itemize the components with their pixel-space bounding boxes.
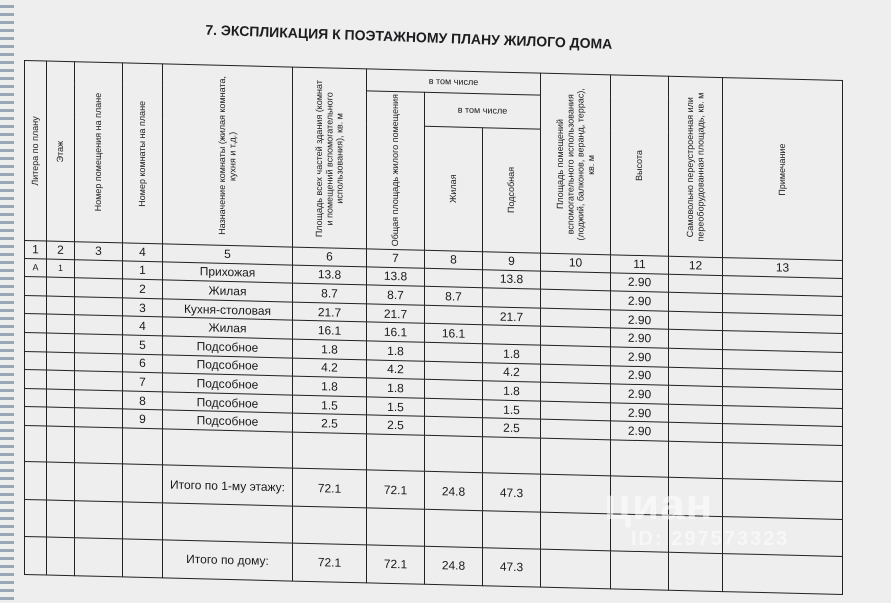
total-area-cell: 1.8 xyxy=(367,378,425,398)
col-num: 12 xyxy=(669,256,723,275)
room-name-cell: Кухня-столовая xyxy=(163,299,293,321)
floor-cell xyxy=(47,389,75,408)
header-group-including: в том числе xyxy=(367,69,541,95)
premises-cell xyxy=(75,371,123,391)
header-living: Жилая xyxy=(425,126,483,252)
floor-total-label: Итого по 1-му этажу: xyxy=(163,465,293,506)
room-number-cell: 1 xyxy=(123,261,163,281)
aux-area-cell: 1.8 xyxy=(483,381,541,401)
area-cell: 16.1 xyxy=(293,321,367,341)
header-note: Примечание xyxy=(723,78,843,261)
aux-area-cell xyxy=(483,288,541,308)
living-area-cell xyxy=(425,380,483,400)
litera-cell xyxy=(25,370,47,389)
house-total-total: 72.1 xyxy=(367,544,425,584)
height-cell: 2.90 xyxy=(611,384,669,404)
col-num: 6 xyxy=(293,247,367,266)
header-height: Высота xyxy=(611,75,669,257)
house-total-living: 24.8 xyxy=(425,546,483,586)
header-auxiliary-area: Площадь помещений вспомогательного использования (лоджий, балконов, веранд, террас), кв. м xyxy=(541,73,611,255)
unauthorized-cell xyxy=(669,311,723,331)
aux-area-cell: 1.5 xyxy=(483,400,541,420)
col-num: 1 xyxy=(25,241,47,259)
header-room-number: Номер комнаты на плане xyxy=(123,63,163,244)
premises-cell xyxy=(75,259,123,279)
col-num: 13 xyxy=(723,258,843,278)
balcony-area-cell xyxy=(541,327,611,347)
total-area-cell: 4.2 xyxy=(367,360,425,380)
area-cell: 1.8 xyxy=(293,339,367,359)
col-num: 5 xyxy=(163,244,293,265)
balcony-area-cell xyxy=(541,345,611,365)
col-num: 11 xyxy=(611,255,669,274)
balcony-area-cell xyxy=(541,382,611,402)
room-number-cell: 4 xyxy=(123,316,163,336)
litera-cell: А xyxy=(25,258,47,277)
house-total-aux: 47.3 xyxy=(483,547,541,587)
room-name-cell: Подсобное xyxy=(163,410,293,432)
living-area-cell: 8.7 xyxy=(425,287,483,307)
area-cell: 13.8 xyxy=(293,265,367,285)
floor-cell xyxy=(47,333,75,352)
height-cell: 2.90 xyxy=(611,328,669,348)
col-num: 8 xyxy=(425,250,483,269)
header-total-living-area: Общая площадь жилого помещения xyxy=(367,91,425,251)
aux-area-cell: 1.8 xyxy=(483,344,541,364)
col-num: 4 xyxy=(123,243,163,262)
room-name-cell: Жилая xyxy=(163,317,293,339)
total-area-cell: 1.5 xyxy=(367,397,425,417)
room-name-cell: Подсобное xyxy=(163,336,293,358)
litera-cell xyxy=(25,333,47,352)
area-cell: 1.5 xyxy=(293,395,367,415)
area-cell: 21.7 xyxy=(293,302,367,322)
area-cell: 2.5 xyxy=(293,413,367,433)
living-area-cell xyxy=(425,417,483,437)
floor-cell xyxy=(47,315,75,334)
height-cell: 2.90 xyxy=(611,365,669,385)
unauthorized-cell xyxy=(669,330,723,350)
litera-cell xyxy=(25,351,47,370)
document-title: 7. ЭКСПЛИКАЦИЯ К ПОЭТАЖНОМУ ПЛАНУ ЖИЛОГО ДОМА xyxy=(205,21,613,52)
room-name-cell: Жилая xyxy=(163,280,293,302)
living-area-cell xyxy=(425,342,483,362)
header-premises-number: Номер помещения на плане xyxy=(75,62,123,243)
premises-cell xyxy=(75,297,123,317)
height-cell: 2.90 xyxy=(611,403,669,423)
premises-cell xyxy=(75,390,123,410)
room-number-cell: 8 xyxy=(123,391,163,411)
room-number-cell: 5 xyxy=(123,335,163,355)
total-area-cell: 21.7 xyxy=(367,304,425,324)
floor-cell xyxy=(47,277,75,296)
house-total-label: Итого по дому: xyxy=(163,539,293,581)
room-name-cell: Подсобное xyxy=(163,392,293,414)
area-cell: 4.2 xyxy=(293,358,367,378)
balcony-area-cell xyxy=(541,420,611,440)
unauthorized-cell xyxy=(669,423,723,443)
aux-area-cell: 4.2 xyxy=(483,362,541,382)
total-area-cell: 8.7 xyxy=(367,285,425,305)
unauthorized-cell xyxy=(669,274,723,294)
floor-total-aux: 47.3 xyxy=(483,473,541,513)
balcony-area-cell xyxy=(541,364,611,384)
balcony-area-cell xyxy=(541,401,611,421)
unauthorized-cell xyxy=(669,404,723,424)
col-num: 10 xyxy=(541,253,611,272)
floor-total-area: 72.1 xyxy=(293,468,367,508)
floor-total-total: 72.1 xyxy=(367,470,425,510)
watermark-id: ID: 297573323 xyxy=(631,528,790,550)
premises-cell xyxy=(75,408,123,428)
litera-cell xyxy=(25,295,47,314)
aux-area-cell: 13.8 xyxy=(483,269,541,289)
document-page xyxy=(14,0,891,603)
floor-cell xyxy=(47,407,75,426)
aux-area-cell xyxy=(483,325,541,345)
aux-area-cell: 2.5 xyxy=(483,418,541,438)
total-area-cell: 1.8 xyxy=(367,341,425,361)
header-auxiliary: Подсобная xyxy=(483,127,541,253)
living-area-cell xyxy=(425,268,483,288)
floor-total-living: 24.8 xyxy=(425,471,483,511)
room-number-cell: 3 xyxy=(123,298,163,318)
cian-watermark: циан xyxy=(604,480,714,529)
total-area-cell: 2.5 xyxy=(367,415,425,435)
binder-holes xyxy=(0,0,14,603)
unauthorized-cell xyxy=(669,386,723,406)
living-area-cell xyxy=(425,305,483,325)
room-number-cell: 6 xyxy=(123,354,163,374)
col-num: 7 xyxy=(367,249,425,268)
room-name-cell: Прихожая xyxy=(163,262,293,284)
total-area-cell: 13.8 xyxy=(367,267,425,287)
header-subgroup-including: в том числе xyxy=(425,92,541,129)
floor-cell xyxy=(47,296,75,315)
header-unauthorized-area: Самовольно переустроенная или переоборудованная площадь, кв. м xyxy=(669,76,723,257)
living-area-cell: 16.1 xyxy=(425,324,483,344)
premises-cell xyxy=(75,315,123,335)
height-cell: 2.90 xyxy=(611,347,669,367)
litera-cell xyxy=(25,277,47,296)
litera-cell xyxy=(25,407,47,426)
balcony-area-cell xyxy=(541,289,611,309)
living-area-cell xyxy=(425,361,483,381)
litera-cell xyxy=(25,314,47,333)
col-num: 2 xyxy=(47,241,75,259)
header-floor: Этаж xyxy=(47,61,75,242)
height-cell: 2.90 xyxy=(611,421,669,441)
explication-table xyxy=(24,60,843,595)
header-litera: Литера по плану xyxy=(25,61,47,242)
height-cell: 2.90 xyxy=(611,291,669,311)
room-number-cell: 2 xyxy=(123,279,163,299)
room-number-cell: 9 xyxy=(123,409,163,429)
height-cell: 2.90 xyxy=(611,310,669,330)
height-cell: 2.90 xyxy=(611,273,669,293)
col-num: 3 xyxy=(75,242,123,261)
premises-cell xyxy=(75,334,123,354)
room-name-cell: Подсобное xyxy=(163,355,293,377)
unauthorized-cell xyxy=(669,367,723,387)
header-room-purpose: Назначение комнаты (жилая комната, кухня и т.д.) xyxy=(163,64,293,247)
house-total-area: 72.1 xyxy=(293,543,367,583)
unauthorized-cell xyxy=(669,348,723,368)
floor-cell xyxy=(47,352,75,371)
floor-cell xyxy=(47,370,75,389)
balcony-area-cell xyxy=(541,308,611,328)
total-area-cell: 16.1 xyxy=(367,322,425,342)
aux-area-cell: 21.7 xyxy=(483,307,541,327)
header-building-area: Площадь всех частей здания (комнат и помещений вспомогательного использования), кв. м xyxy=(293,67,367,249)
room-number-cell: 7 xyxy=(123,372,163,392)
col-num: 9 xyxy=(483,252,541,271)
living-area-cell xyxy=(425,398,483,418)
area-cell: 8.7 xyxy=(293,283,367,303)
premises-cell xyxy=(75,278,123,298)
area-cell: 1.8 xyxy=(293,376,367,396)
floor-cell: 1 xyxy=(47,259,75,278)
unauthorized-cell xyxy=(669,293,723,313)
premises-cell xyxy=(75,352,123,372)
litera-cell xyxy=(25,388,47,407)
balcony-area-cell xyxy=(541,271,611,291)
room-name-cell: Подсобное xyxy=(163,373,293,395)
